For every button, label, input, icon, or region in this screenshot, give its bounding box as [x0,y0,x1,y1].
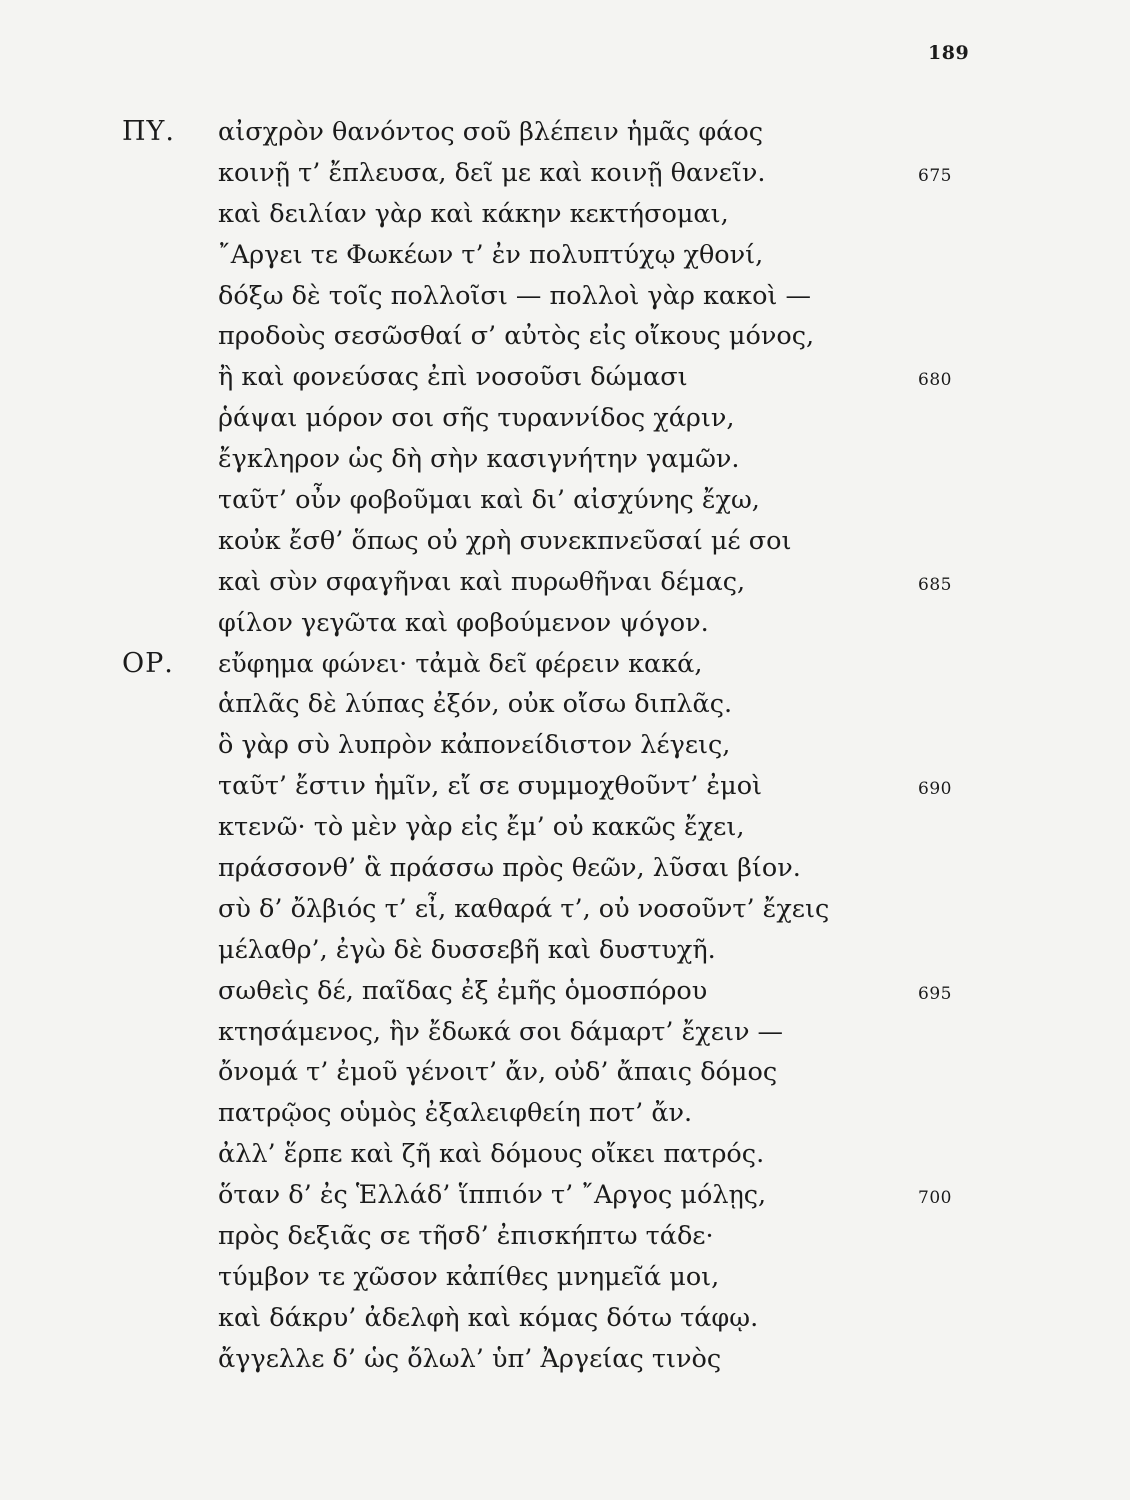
verse-text: κτενῶ· τὸ μὲν γὰρ εἰς ἔμ’ οὐ κακῶς ἔχει, [218,812,745,843]
verse-text: κτησάμενος, ἣν ἔδωκά σοι δάμαρτ’ ἔχειν — [218,1016,784,1047]
verse-line [122,194,982,235]
line-number: 690 [918,779,952,800]
verse-line [122,562,982,603]
verse-text: ἔγκληρον ὡς δὴ σὴν κασιγνήτην γαμῶν. [218,444,740,475]
verse-line [122,848,982,889]
verse-text-block [122,112,982,1380]
verse-text: ταῦτ’ ἔστιν ἡμῖν, εἴ σε συμμοχθοῦντ’ ἐμοὶ [218,771,763,802]
verse-text: ὃ γὰρ σὺ λυπρὸν κἀπονείδιστον λέγεις, [218,730,731,761]
verse-line [122,1298,982,1339]
verse-text: ἄγγελλε δ’ ὡς ὄλωλ’ ὑπ’ Ἀργείας τινὸς [218,1343,722,1374]
verse-line [122,153,982,194]
verse-text: πρὸς δεξιᾶς σε τῆσδ’ ἐπισκήπτω τάδε· [218,1221,714,1252]
line-number: 675 [918,165,952,186]
verse-text: πατρῷος οὑμὸς ἐξαλειφθείη ποτ’ ἄν. [218,1098,693,1129]
verse-text: πράσσονθ’ ἃ πράσσω πρὸς θεῶν, λῦσαι βίον. [218,853,801,884]
verse-line [122,1052,982,1093]
verse-text: ἢ καὶ φονεύσας ἐπὶ νοσοῦσι δώμασι [218,362,688,393]
verse-line [122,807,982,848]
verse-line [122,316,982,357]
verse-line [122,644,982,685]
verse-line [122,276,982,317]
verse-line [122,480,982,521]
verse-line [122,1134,982,1175]
verse-line [122,357,982,398]
verse-line [122,930,982,971]
verse-text: μέλαθρ’, ἐγὼ δὲ δυσσεβῆ καὶ δυστυχῆ. [218,934,716,965]
verse-line [122,1257,982,1298]
verse-line [122,1216,982,1257]
verse-text: ἁπλᾶς δὲ λύπας ἐξόν, οὐκ οἴσω διπλᾶς. [218,689,733,720]
verse-text: σωθεὶς δέ, παῖδας ἐξ ἐμῆς ὁμοσπόρου [218,975,708,1006]
verse-text: σὺ δ’ ὄλβιός τ’ εἶ, καθαρά τ’, οὐ νοσοῦντ’ ἔχεις [218,893,830,924]
verse-line [122,684,982,725]
verse-text: ταῦτ’ οὖν φοβοῦμαι καὶ δι’ αἰσχύνης ἔχω, [218,485,760,516]
verse-line [122,971,982,1012]
verse-line [122,439,982,480]
verse-text: φίλον γεγῶτα καὶ φοβούμενον ψόγον. [218,607,709,638]
line-number: 695 [918,983,952,1004]
line-number: 685 [918,574,952,595]
verse-text: τύμβον τε χῶσον κἀπίθες μνημεῖά μοι, [218,1261,720,1292]
verse-line [122,1093,982,1134]
verse-text: ῥάψαι μόρον σοι σῆς τυραννίδος χάριν, [218,403,735,434]
verse-text: καὶ σὺν σφαγῆναι καὶ πυρωθῆναι δέμας, [218,566,746,597]
verse-text: κοὐκ ἔσθ’ ὅπως οὐ χρὴ συνεκπνεῦσαί μέ σοι [218,525,792,556]
verse-text: αἰσχρὸν θανόντος σοῦ βλέπειν ἡμᾶς φάος [218,117,764,147]
verse-text: ὄνομά τ’ ἐμοῦ γένοιτ’ ἄν, οὐδ’ ἄπαις δόμος [218,1057,778,1088]
verse-text: κοινῇ τ’ ἔπλευσα, δεῖ με καὶ κοινῇ θανεῖν. [218,157,766,188]
page-number: 189 [928,42,970,64]
verse-text: εὔφημα φώνει· τἀμὰ δεῖ φέρειν κακά, [218,648,703,679]
verse-line [122,889,982,930]
verse-line [122,398,982,439]
speaker-label: ΟΡ. [122,647,174,679]
verse-line [122,725,982,766]
verse-line [122,766,982,807]
verse-line [122,1339,982,1380]
verse-line [122,1012,982,1053]
verse-line [122,235,982,276]
verse-line [122,603,982,644]
line-number: 680 [918,370,952,391]
verse-line [122,521,982,562]
verse-text: προδοὺς σεσῶσθαί σ’ αὐτὸς εἰς οἴκους μόνος, [218,321,815,352]
verse-line [122,112,982,153]
speaker-label: ΠΥ. [122,116,175,147]
verse-text: καὶ δάκρυ’ ἀδελφὴ καὶ κόμας δότω τάφῳ. [218,1302,759,1333]
verse-text: δόξω δὲ τοῖς πολλοῖσι — πολλοὶ γὰρ κακοὶ — [218,280,812,311]
verse-text: ἀλλ’ ἕρπε καὶ ζῆ καὶ δόμους οἴκει πατρός. [218,1139,765,1170]
line-number: 700 [918,1188,952,1209]
verse-line [122,1175,982,1216]
verse-text: ὅταν δ’ ἐς Ἑλλάδ’ ἵππιόν τ’ ῎Αργος μόλῃς, [218,1180,767,1211]
verse-text: ῎Αργει τε Φωκέων τ’ ἐν πολυπτύχῳ χθονί, [218,239,764,270]
verse-text: καὶ δειλίαν γὰρ καὶ κάκην κεκτήσομαι, [218,198,729,229]
